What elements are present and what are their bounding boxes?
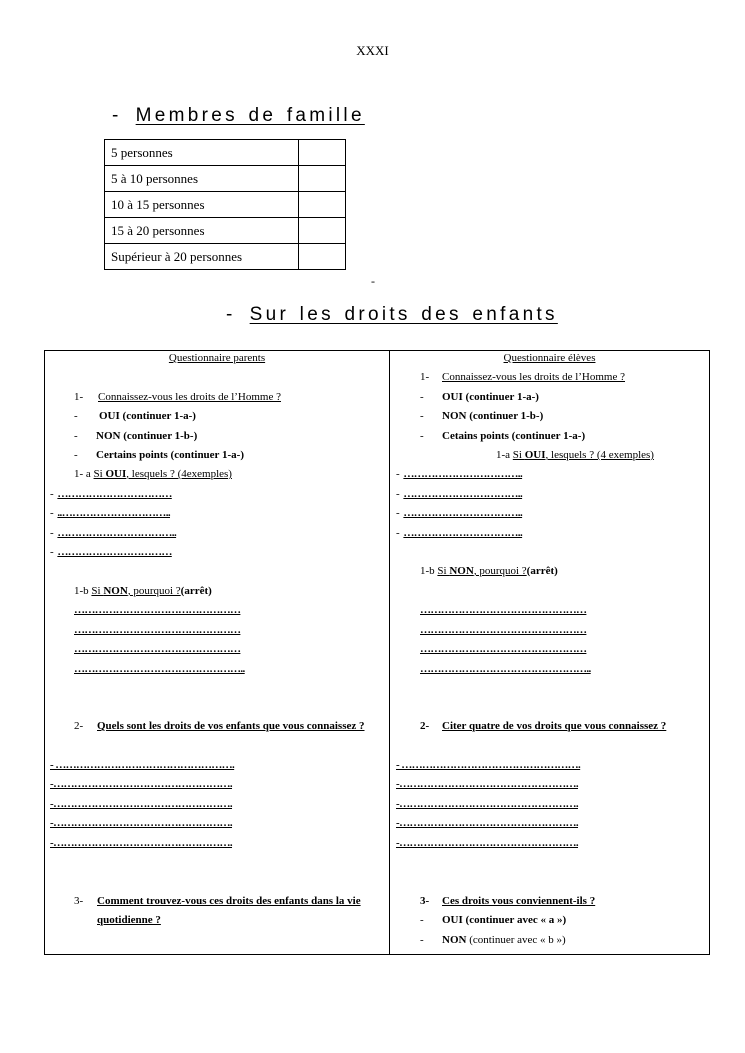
answer-line	[50, 546, 172, 558]
answer-dots: …………………………………………	[420, 604, 587, 616]
answer-dots: -…………………………………………….	[396, 798, 579, 810]
questionnaire-table	[44, 350, 710, 955]
parents-q2-text: Quels sont les droits de vos enfants que vous connaissez ?	[97, 720, 365, 732]
answer-line	[396, 527, 522, 539]
q1b-non: NON	[103, 585, 128, 597]
q1a-si: Si	[93, 468, 106, 480]
answer-dots: - …………………………………………….	[50, 759, 235, 771]
parents-q3-line1: Comment trouvez-vous ces droits des enfants dans la vie	[97, 895, 361, 907]
answer-dots: …………………………………………..	[74, 663, 245, 675]
answer-dots: …………………………………………	[74, 624, 241, 636]
checkbox-cell[interactable]	[299, 140, 346, 166]
parents-q1-text: Connaissez-vous les droits de l’Homme ?	[98, 391, 281, 403]
family-option-label: 5 à 10 personnes	[105, 166, 299, 192]
option-dash: -	[74, 449, 78, 461]
q1a-rest: , lesquels ? (4 exemples)	[545, 449, 654, 461]
answer-line	[396, 488, 522, 500]
table-row	[105, 244, 346, 270]
family-option-label: 5 personnes	[105, 140, 299, 166]
table-row	[105, 192, 346, 218]
eleves-q1b	[420, 565, 558, 577]
family-option-label: Supérieur à 20 personnes	[105, 244, 299, 270]
eleves-q2-text: Citer quatre de vos droits que vous connaissez ?	[442, 720, 667, 732]
q1a-rest: , lesquels ? (4exemples)	[126, 468, 232, 480]
eleves-q3-text: Ces droits vous conviennent-ils ?	[442, 895, 596, 907]
answer-dots: -…………………………………………….	[396, 837, 579, 849]
answer-dots: ..…………………………..	[57, 507, 170, 519]
eleves-header: Questionnaire élèves	[503, 352, 596, 364]
rights-section-title-row	[226, 304, 558, 326]
q1b-si: Si	[437, 565, 450, 577]
line-dash: -	[50, 546, 54, 558]
table-row	[105, 166, 346, 192]
table-row	[105, 218, 346, 244]
answer-dots: …………………………………………..	[420, 663, 591, 675]
line-dash: -	[396, 507, 400, 519]
q1a-prefix: 1- a	[74, 468, 94, 480]
option-dash: -	[74, 430, 78, 442]
parents-q3-line2: quotidienne ?	[97, 914, 161, 926]
checkbox-cell[interactable]	[299, 166, 346, 192]
q1b-rest: , pourquoi ?	[127, 585, 181, 597]
answer-dots: …………………………………………	[420, 643, 587, 655]
answer-dots: ……………………………..	[403, 507, 523, 519]
eleves-q3-option-non	[442, 934, 566, 946]
section-dash: -	[226, 304, 236, 325]
eleves-q3-option-oui: OUI (continuer avec « a »)	[442, 914, 567, 926]
parents-header: Questionnaire parents	[168, 352, 266, 364]
parents-q3-number: 3-	[74, 895, 84, 907]
rights-section-title: Sur les droits des enfants	[249, 304, 558, 325]
answer-dots: -…………………………………………….	[396, 778, 579, 790]
line-dash: -	[50, 488, 54, 500]
answer-line	[50, 527, 176, 539]
family-section-title: Membres de famille	[135, 105, 365, 126]
parents-q2-number: 2-	[74, 720, 84, 732]
line-dash: -	[50, 507, 54, 519]
page-number: XXXI	[356, 43, 389, 58]
parents-option-oui: OUI (continuer 1-a-)	[99, 410, 196, 422]
q1b-prefix: 1-b	[420, 565, 438, 577]
checkbox-cell[interactable]	[299, 244, 346, 270]
answer-dots: …………………………………………	[420, 624, 587, 636]
parents-q1b	[74, 585, 212, 597]
answer-dots: ……………………………..	[403, 527, 523, 539]
q1b-non: NON	[449, 565, 474, 577]
answer-dots: -…………………………………………….	[50, 837, 233, 849]
answer-dots: -…………………………………………….	[396, 817, 579, 829]
parents-option-non: NON (continuer 1-b-)	[96, 430, 198, 442]
q1a-oui: OUI	[105, 468, 127, 480]
answer-dots: ……………………………	[57, 488, 172, 500]
answer-dots: ……………………………..	[403, 468, 523, 480]
q1b-rest: , pourquoi ?	[473, 565, 527, 577]
separator-dash: -	[371, 274, 375, 288]
line-dash: -	[396, 527, 400, 539]
answer-dots: -…………………………………………….	[50, 817, 233, 829]
answer-line	[50, 507, 170, 519]
family-size-table	[104, 139, 346, 270]
eleves-q3-number: 3-	[420, 895, 430, 907]
column-divider	[389, 351, 390, 954]
q1b-arret: (arrêt)	[180, 585, 212, 597]
line-dash: -	[396, 488, 400, 500]
answer-line	[396, 507, 522, 519]
answer-dots: ……………………………..	[57, 527, 177, 539]
answer-dots: ……………………………..	[403, 488, 523, 500]
answer-dots: -…………………………………………….	[50, 778, 233, 790]
answer-dots: -…………………………………………….	[50, 798, 233, 810]
line-dash: -	[396, 468, 400, 480]
q1a-oui: OUI	[524, 449, 546, 461]
parents-option-certains: Certains points (continuer 1-a-)	[96, 449, 244, 461]
q1a-si: Si	[512, 449, 525, 461]
answer-dots: - …………………………………………….	[396, 759, 581, 771]
eleves-q1-number: 1-	[420, 371, 430, 383]
q1b-arret: (arrêt)	[526, 565, 558, 577]
option-dash: -	[420, 410, 424, 422]
table-row	[105, 140, 346, 166]
section-dash: -	[112, 105, 122, 126]
option-dash: -	[420, 934, 424, 946]
answer-line	[396, 468, 522, 480]
q1a-prefix: 1-a	[496, 449, 513, 461]
checkbox-cell[interactable]	[299, 218, 346, 244]
eleves-option-certains: Cetains points (continuer 1-a-)	[442, 430, 586, 442]
eleves-option-oui: OUI (continuer 1-a-)	[442, 391, 539, 403]
eleves-option-non: NON (continuer 1-b-)	[442, 410, 544, 422]
answer-dots: ……………………………	[57, 546, 172, 558]
answer-dots: …………………………………………	[74, 643, 241, 655]
answer-dots: …………………………………………	[74, 604, 241, 616]
option-dash: -	[74, 410, 78, 422]
answer-line	[50, 488, 172, 500]
eleves-q1-text: Connaissez-vous les droits de l’Homme ?	[442, 371, 625, 383]
q3-non-bold: NON	[442, 934, 467, 946]
family-section-title-row	[112, 105, 365, 127]
q3-non-rest: (continuer avec « b »)	[466, 934, 566, 946]
parents-q1a	[74, 468, 232, 480]
q1b-prefix: 1-b	[74, 585, 92, 597]
parents-q1-number: 1-	[74, 391, 84, 403]
checkbox-cell[interactable]	[299, 192, 346, 218]
family-option-label: 15 à 20 personnes	[105, 218, 299, 244]
line-dash: -	[50, 527, 54, 539]
option-dash: -	[420, 430, 424, 442]
option-dash: -	[420, 391, 424, 403]
eleves-q1a	[496, 449, 654, 461]
family-option-label: 10 à 15 personnes	[105, 192, 299, 218]
eleves-q2-number: 2-	[420, 720, 430, 732]
q1b-si: Si	[91, 585, 104, 597]
option-dash: -	[420, 914, 424, 926]
